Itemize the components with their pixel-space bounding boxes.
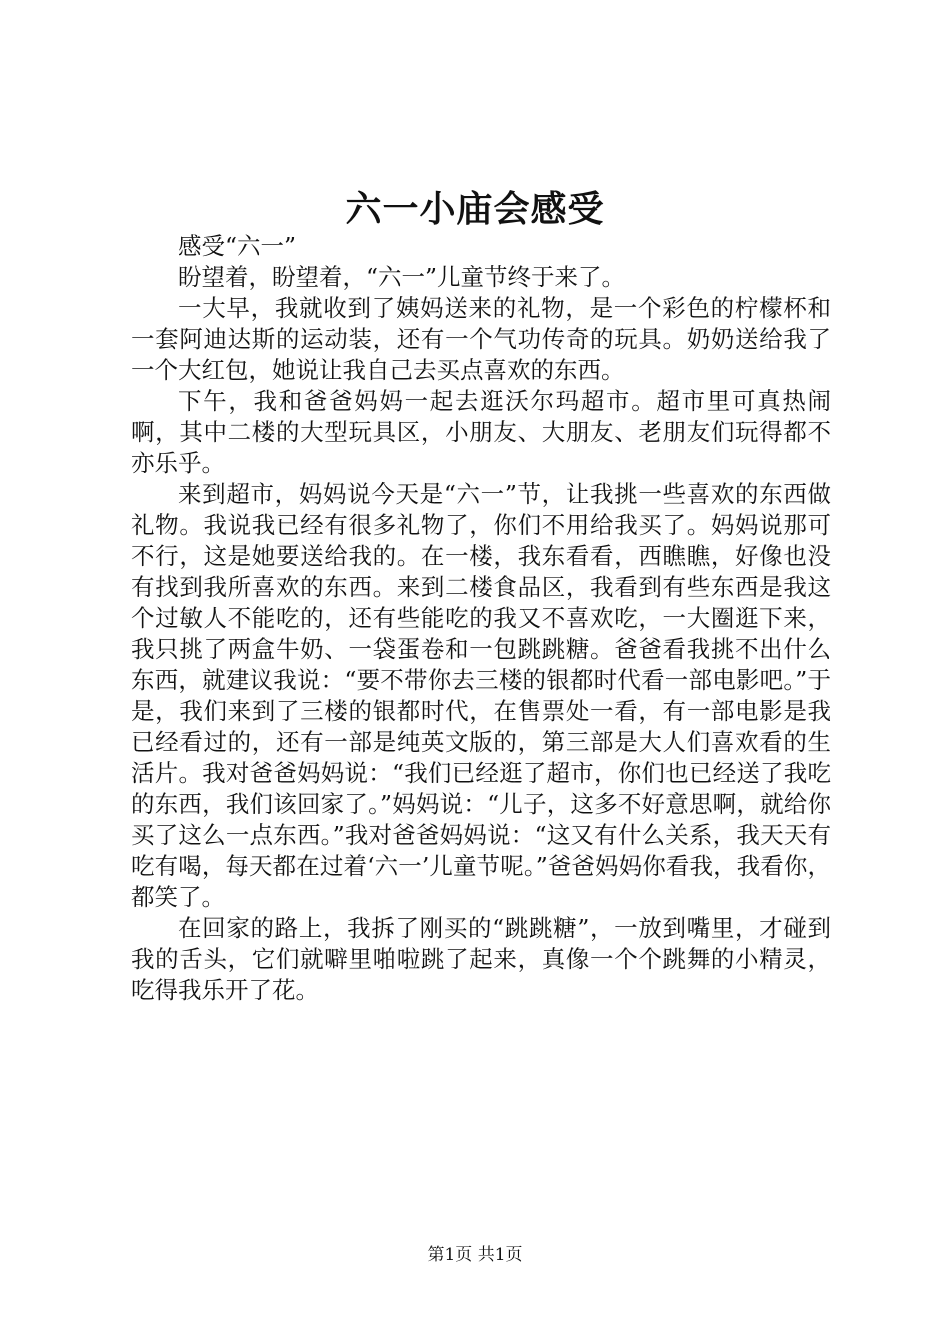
document-body [131, 231, 831, 1006]
paragraph: 感受“六一” [178, 232, 297, 260]
paragraph: 来到超市，妈妈说今天是“六一”节，让我挑一些喜欢的东西做礼物。我说我已经有很多礼物了，你们不用给我买了。妈妈说那可不行，这是她要送给我的。在一楼，我东看看，西瞧瞧，好像也没有找到我所喜欢的东西。来到二楼食品区，我看到有些东西是我这个过敏人不能吃的，还有些能吃的我又不喜欢吃，一大圈逛下来，我只挑了两盒牛奶、一袋蛋卷和一包跳跳糖。爸爸看我挑不出什么东西，就建议我说：“要不带你去三楼的银都时代看一部电影吧。”于是，我们来到了三楼的银都时代，在售票处一看，有一部电影是我已经看过的，还有一部是纯英文版的，第三部是大人们喜欢看的生活片。我对爸爸妈妈说：“我们已经逛了超市，你们也已经送了我吃的东西，我们该回家了。”妈妈说：“儿子，这多不好意思啊，就给你买了这么一点东西。”我对爸爸妈妈说：“这又有什么关系，我天天有吃有喝，每天都在过着‘六一’儿童节呢。”爸爸妈妈你看我，我看你，都笑了。 [131, 480, 831, 911]
paragraph: 一大早，我就收到了姨妈送来的礼物，是一个彩色的柠檬杯和一套阿迪达斯的运动装，还有一个气功传奇的玩具。奶奶送给我了一个大红包，她说让我自己去买点喜欢的东西。 [131, 294, 831, 384]
paragraph: 下午，我和爸爸妈妈一起去逛沃尔玛超市。超市里可真热闹啊，其中二楼的大型玩具区，小朋友、大朋友、老朋友们玩得都不亦乐乎。 [131, 387, 831, 477]
document-title: 六一小庙会感受 [345, 188, 605, 230]
paragraph: 在回家的路上，我拆了刚买的“跳跳糖”，一放到嘴里，才碰到我的舌头，它们就噼里啪啦跳了起来，真像一个个跳舞的小精灵，吃得我乐开了花。 [131, 914, 831, 1004]
page-number-footer: 第1页 共1页 [427, 1245, 523, 1265]
paragraph: 盼望着，盼望着，“六一”儿童节终于来了。 [178, 263, 626, 291]
